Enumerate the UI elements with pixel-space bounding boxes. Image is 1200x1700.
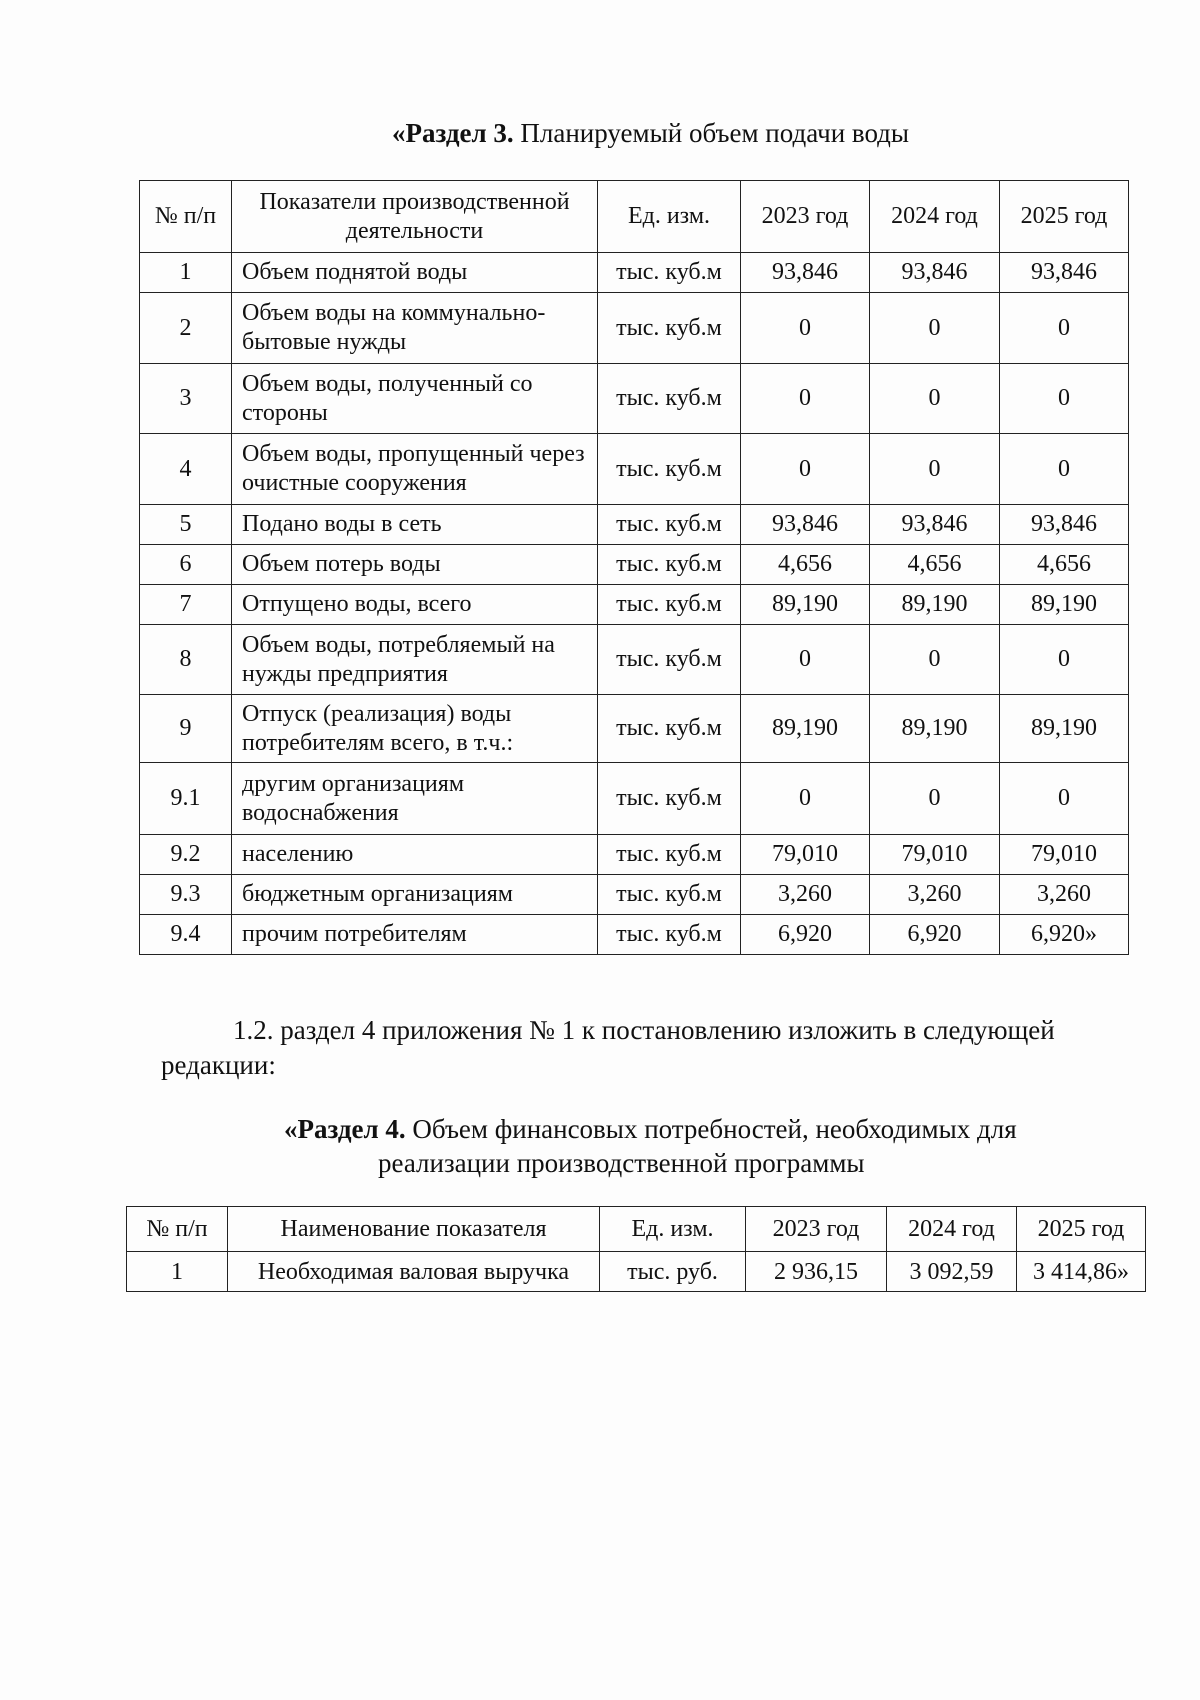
- header-num: № п/п: [140, 181, 232, 253]
- section3-table: [139, 180, 1129, 955]
- row-value-2024: 0: [870, 364, 1000, 434]
- section3-title-rest: Планируемый объем подачи воды: [513, 118, 910, 148]
- row-unit: тыс. куб.м: [598, 915, 741, 955]
- row-value-2024: 0: [870, 434, 1000, 505]
- table-row: [140, 585, 1129, 625]
- row-name: населению: [232, 835, 598, 875]
- row-name: Объем воды, пропущенный через очистные сооружения: [232, 434, 598, 505]
- section3-title-bold: «Раздел 3.: [392, 118, 514, 148]
- row-name: прочим потребителям: [232, 915, 598, 955]
- amendment-paragraph-line1: 1.2. раздел 4 приложения № 1 к постановлению изложить в следующей: [233, 1015, 1055, 1045]
- row-unit: тыс. куб.м: [598, 695, 741, 763]
- row-num: 7: [140, 585, 232, 625]
- row-num: 8: [140, 625, 232, 695]
- row-value-2025: 79,010: [1000, 835, 1129, 875]
- table-row: [140, 625, 1129, 695]
- section4-title-bold: «Раздел 4.: [284, 1114, 406, 1144]
- row-value-2023: 93,846: [741, 505, 870, 545]
- section4-title: [284, 1113, 1017, 1145]
- row-name: Объем воды, потребляемый на нужды предприятия: [232, 625, 598, 695]
- row-value-2025: 89,190: [1000, 695, 1129, 763]
- row-value-2025: 0: [1000, 625, 1129, 695]
- row-num: 9.1: [140, 763, 232, 835]
- header-2023: 2023 год: [746, 1207, 887, 1252]
- row-name: Отпущено воды, всего: [232, 585, 598, 625]
- table-row: [140, 545, 1129, 585]
- row-num: 4: [140, 434, 232, 505]
- table-row: [140, 505, 1129, 545]
- header-unit: Ед. изм.: [598, 181, 741, 253]
- section4-title-line2: реализации производственной программы: [378, 1148, 865, 1178]
- row-unit: тыс. куб.м: [598, 293, 741, 364]
- row-name: Объем воды, полученный со стороны: [232, 364, 598, 434]
- table-row: [127, 1252, 1146, 1292]
- table-row: [140, 293, 1129, 364]
- row-num: 5: [140, 505, 232, 545]
- table-row: [140, 434, 1129, 505]
- row-unit: тыс. куб.м: [598, 625, 741, 695]
- row-num: 6: [140, 545, 232, 585]
- row-value-2023: 2 936,15: [746, 1252, 887, 1292]
- row-name: Подано воды в сеть: [232, 505, 598, 545]
- row-value-2023: 4,656: [741, 545, 870, 585]
- row-name: Объем воды на коммунально-бытовые нужды: [232, 293, 598, 364]
- row-num: 1: [127, 1252, 228, 1292]
- section4-table: [126, 1206, 1146, 1292]
- table-header-row: [127, 1207, 1146, 1252]
- row-value-2024: 3 092,59: [887, 1252, 1017, 1292]
- row-value-2024: 93,846: [870, 505, 1000, 545]
- section4-title-rest: Объем финансовых потребностей, необходимых для: [405, 1114, 1017, 1144]
- row-unit: тыс. куб.м: [598, 763, 741, 835]
- table-row: [140, 364, 1129, 434]
- row-num: 9.2: [140, 835, 232, 875]
- row-value-2025: 93,846: [1000, 505, 1129, 545]
- row-value-2024: 0: [870, 293, 1000, 364]
- row-unit: тыс. куб.м: [598, 585, 741, 625]
- row-unit: тыс. куб.м: [598, 875, 741, 915]
- row-value-2025: 0: [1000, 763, 1129, 835]
- row-value-2023: 0: [741, 625, 870, 695]
- header-num: № п/п: [127, 1207, 228, 1252]
- row-num: 9.3: [140, 875, 232, 915]
- row-unit: тыс. куб.м: [598, 545, 741, 585]
- row-name: Объем потерь воды: [232, 545, 598, 585]
- row-name: Отпуск (реализация) воды потребителям всего, в т.ч.:: [232, 695, 598, 763]
- row-value-2025: 0: [1000, 364, 1129, 434]
- row-name: Необходимая валовая выручка: [228, 1252, 600, 1292]
- row-num: 2: [140, 293, 232, 364]
- table-row: [140, 253, 1129, 293]
- row-unit: тыс. куб.м: [598, 253, 741, 293]
- header-indicator: Показатели производственной деятельности: [232, 181, 598, 253]
- section3-title: [392, 117, 909, 149]
- header-indicator-name: Наименование показателя: [228, 1207, 600, 1252]
- header-2025: 2025 год: [1017, 1207, 1146, 1252]
- row-num: 1: [140, 253, 232, 293]
- row-value-2025: 89,190: [1000, 585, 1129, 625]
- row-value-2024: 89,190: [870, 585, 1000, 625]
- row-value-2024: 3,260: [870, 875, 1000, 915]
- row-value-2024: 4,656: [870, 545, 1000, 585]
- row-value-2025: 4,656: [1000, 545, 1129, 585]
- row-value-2023: 89,190: [741, 585, 870, 625]
- row-value-2025: 6,920»: [1000, 915, 1129, 955]
- row-value-2024: 6,920: [870, 915, 1000, 955]
- row-name: другим организациям водоснабжения: [232, 763, 598, 835]
- row-value-2025: 3,260: [1000, 875, 1129, 915]
- row-value-2024: 0: [870, 625, 1000, 695]
- row-unit: тыс. куб.м: [598, 364, 741, 434]
- row-value-2023: 79,010: [741, 835, 870, 875]
- row-value-2024: 0: [870, 763, 1000, 835]
- table-row: [140, 915, 1129, 955]
- table-row: [140, 763, 1129, 835]
- row-value-2023: 0: [741, 293, 870, 364]
- row-value-2024: 93,846: [870, 253, 1000, 293]
- row-value-2023: 0: [741, 763, 870, 835]
- table-row: [140, 835, 1129, 875]
- row-unit: тыс. куб.м: [598, 434, 741, 505]
- row-value-2023: 6,920: [741, 915, 870, 955]
- row-name: бюджетным организациям: [232, 875, 598, 915]
- row-value-2023: 3,260: [741, 875, 870, 915]
- row-num: 9: [140, 695, 232, 763]
- row-value-2023: 0: [741, 434, 870, 505]
- row-value-2025: 0: [1000, 434, 1129, 505]
- header-2024: 2024 год: [887, 1207, 1017, 1252]
- header-2023: 2023 год: [741, 181, 870, 253]
- table-header-row: [140, 181, 1129, 253]
- row-unit: тыс. куб.м: [598, 835, 741, 875]
- table-row: [140, 695, 1129, 763]
- row-name: Объем поднятой воды: [232, 253, 598, 293]
- row-value-2025: 3 414,86»: [1017, 1252, 1146, 1292]
- row-value-2024: 79,010: [870, 835, 1000, 875]
- row-value-2025: 93,846: [1000, 253, 1129, 293]
- row-value-2025: 0: [1000, 293, 1129, 364]
- row-unit: тыс. куб.м: [598, 505, 741, 545]
- amendment-paragraph-line2: редакции:: [161, 1050, 276, 1080]
- header-2024: 2024 год: [870, 181, 1000, 253]
- row-num: 9.4: [140, 915, 232, 955]
- row-value-2024: 89,190: [870, 695, 1000, 763]
- row-value-2023: 89,190: [741, 695, 870, 763]
- row-value-2023: 0: [741, 364, 870, 434]
- header-2025: 2025 год: [1000, 181, 1129, 253]
- table-row: [140, 875, 1129, 915]
- header-unit: Ед. изм.: [600, 1207, 746, 1252]
- row-value-2023: 93,846: [741, 253, 870, 293]
- row-num: 3: [140, 364, 232, 434]
- row-unit: тыс. руб.: [600, 1252, 746, 1292]
